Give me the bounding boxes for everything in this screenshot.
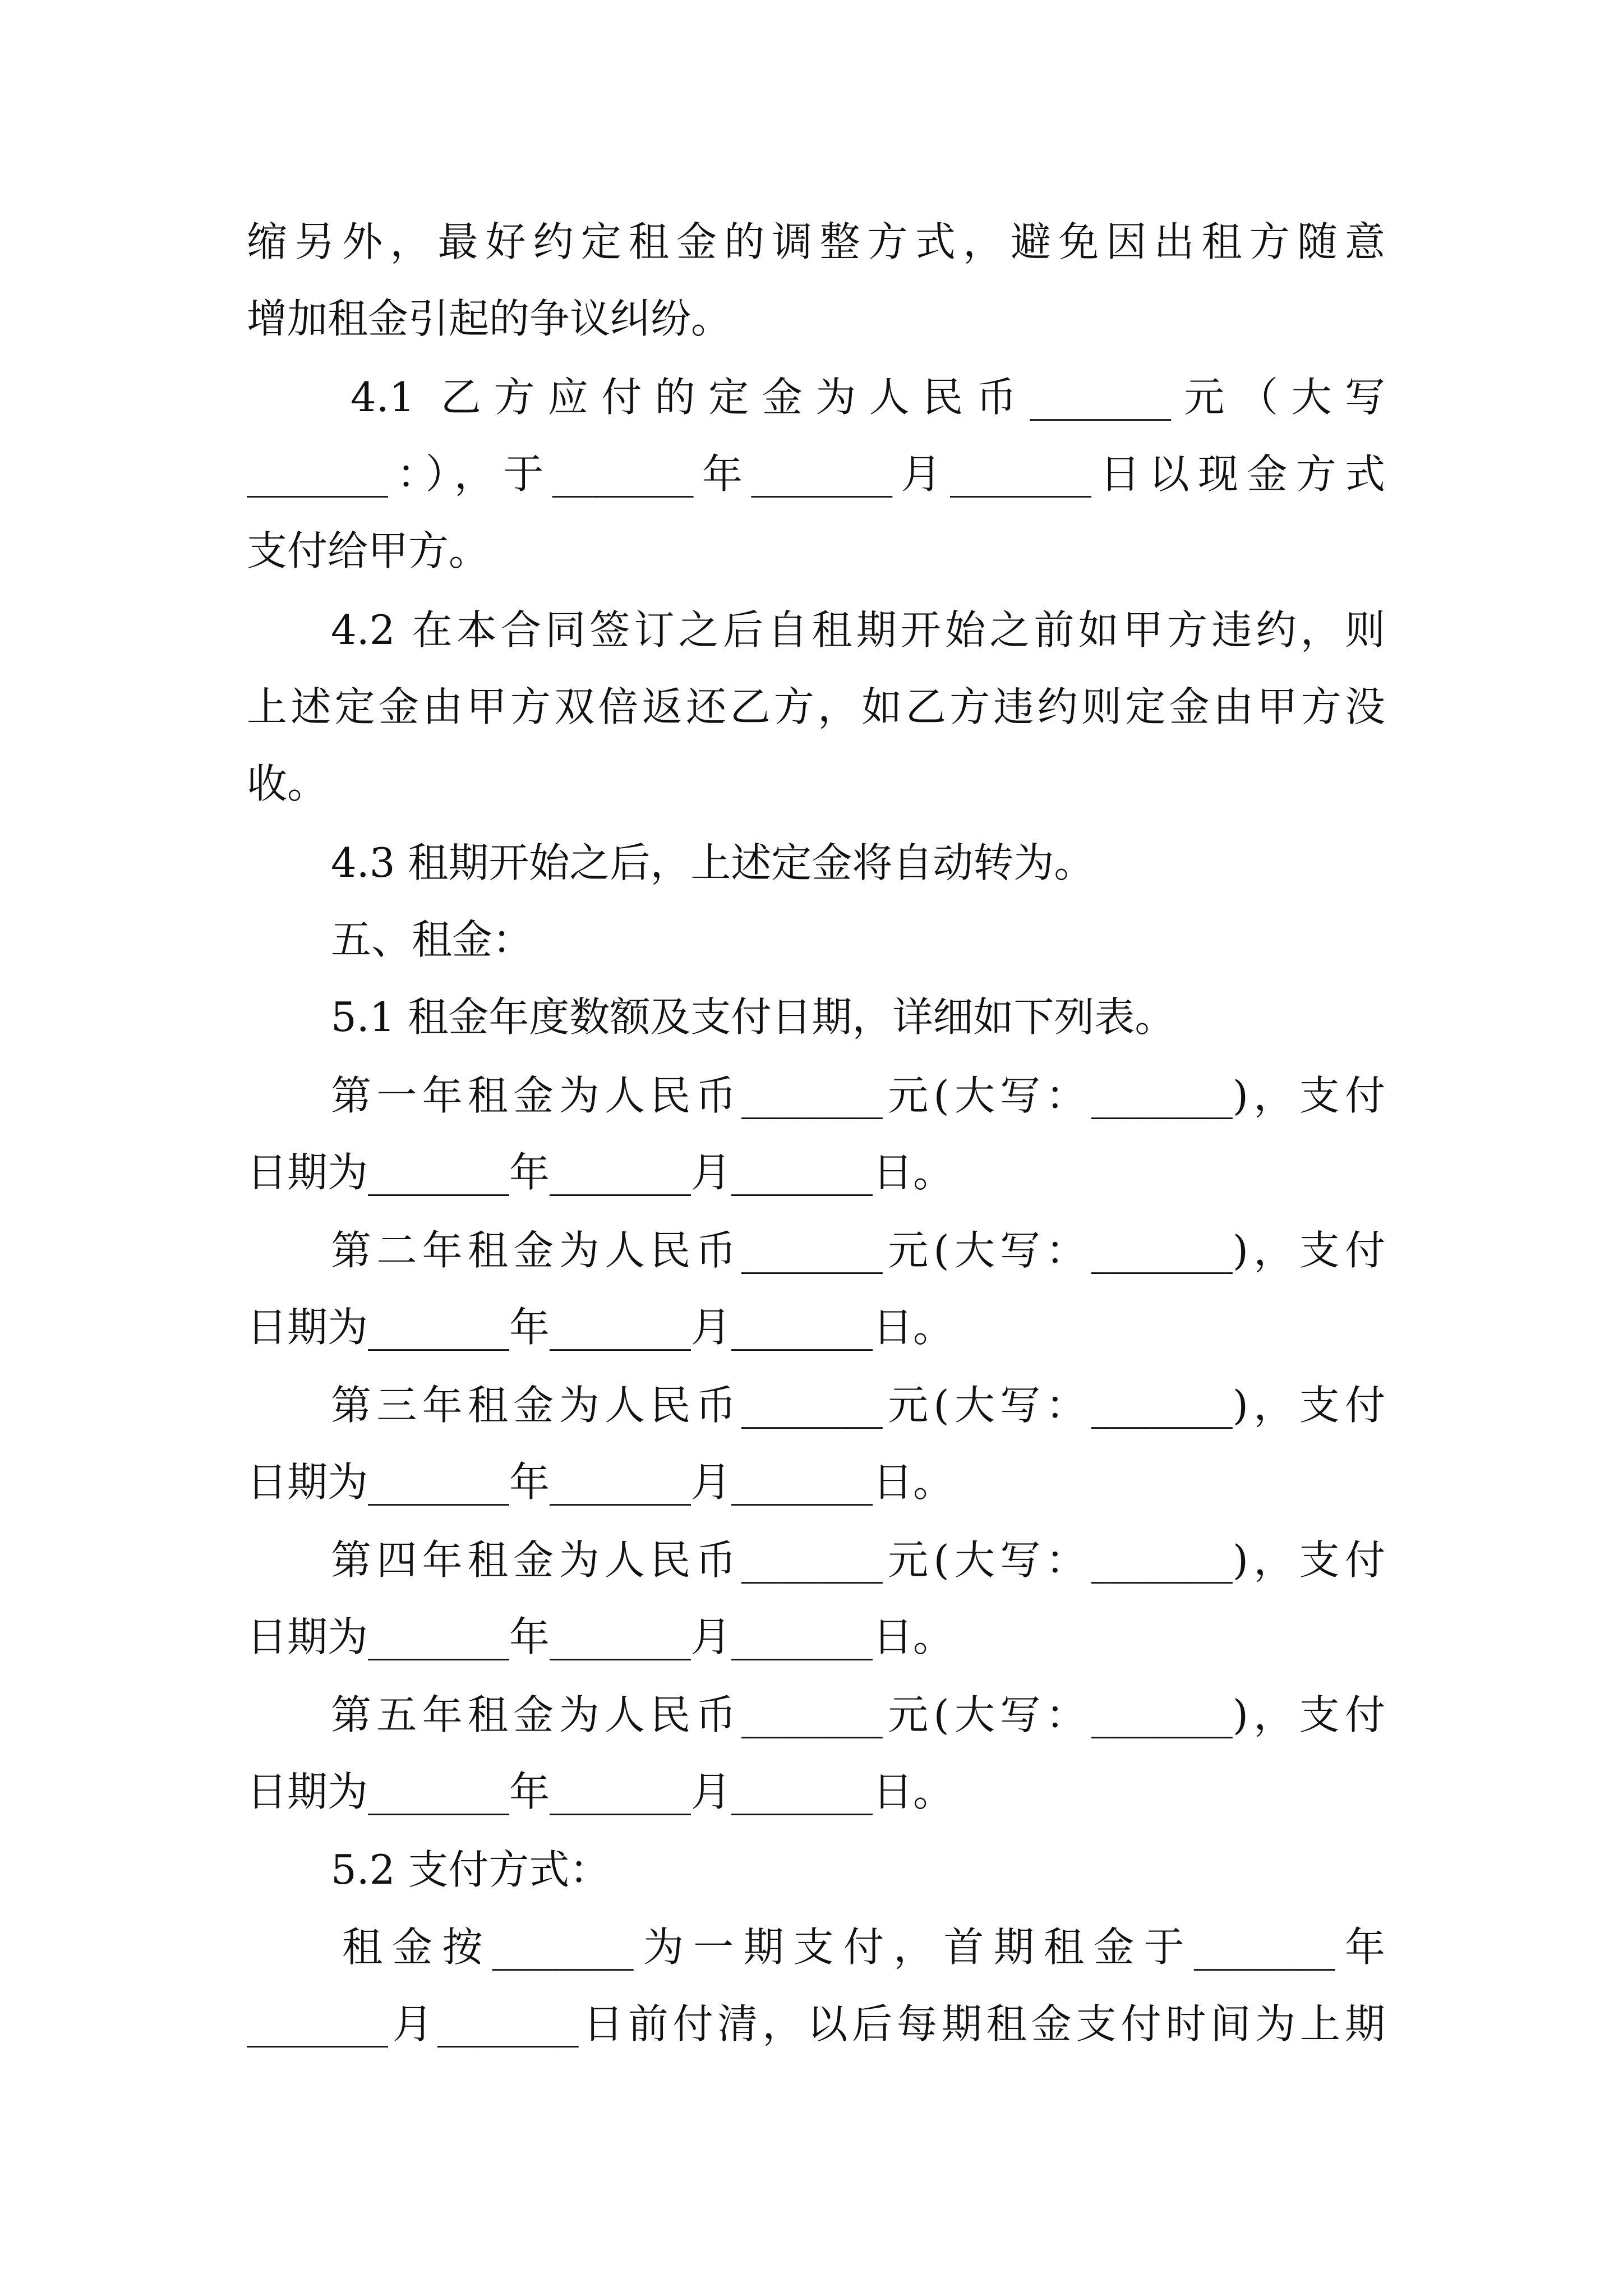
text-line: 日期为_______年_______月_______日。 [247,1613,954,1660]
text-line: 第一年租金为人民币_______元(大写：_______)，支付 [331,1072,1385,1119]
text-line: 上述定金由甲方双倍返还乙方，如乙方违约则定金由甲方没 [247,683,1385,730]
text-line: 第四年租金为人民币_______元(大写：_______)，支付 [331,1536,1385,1584]
text-line: 日期为_______年_______月_______日。 [247,1304,954,1351]
text-line: 增加租金引起的争议纠纷。 [247,295,732,342]
text-line: 4.3 租期开始之后，上述定金将自动转为。 [331,839,1095,886]
text-line: 5.2 支付方式： [331,1846,610,1893]
text-line: _______月_______日前付清，以后每期租金支付时间为上期 [247,2000,1385,2047]
text-line: 租金按_______为一期支付，首期租金于_______年 [342,1924,1385,1971]
text-line: 4.1 乙方应付的定金为人民币_______元（大写 [351,374,1385,421]
text-line: 5.1 租金年度数额及支付日期，详细如下列表。 [331,993,1175,1041]
text-line: 4.2 在本合同签订之后自租期开始之前如甲方违约，则 [331,606,1385,654]
text-line: 日期为_______年_______月_______日。 [247,1768,954,1815]
text-line: 日期为_______年_______月_______日。 [247,1458,954,1506]
text-line: 第三年租金为人民币_______元(大写：_______)，支付 [331,1382,1385,1429]
text-line: 第二年租金为人民币_______元(大写：_______)，支付 [331,1227,1385,1274]
text-line: 缩另外，最好约定租金的调整方式，避免因出租方随意 [247,218,1385,265]
text-line: 收。 [247,760,328,807]
section-heading: 五、租金： [331,916,533,963]
text-line: 支付给甲方。 [247,527,490,574]
text-line: _______：），于_______年_______月_______日以现金方式 [247,450,1385,498]
text-line: 第五年租金为人民币_______元(大写：_______)，支付 [331,1691,1385,1738]
text-line: 日期为_______年_______月_______日。 [247,1149,954,1196]
